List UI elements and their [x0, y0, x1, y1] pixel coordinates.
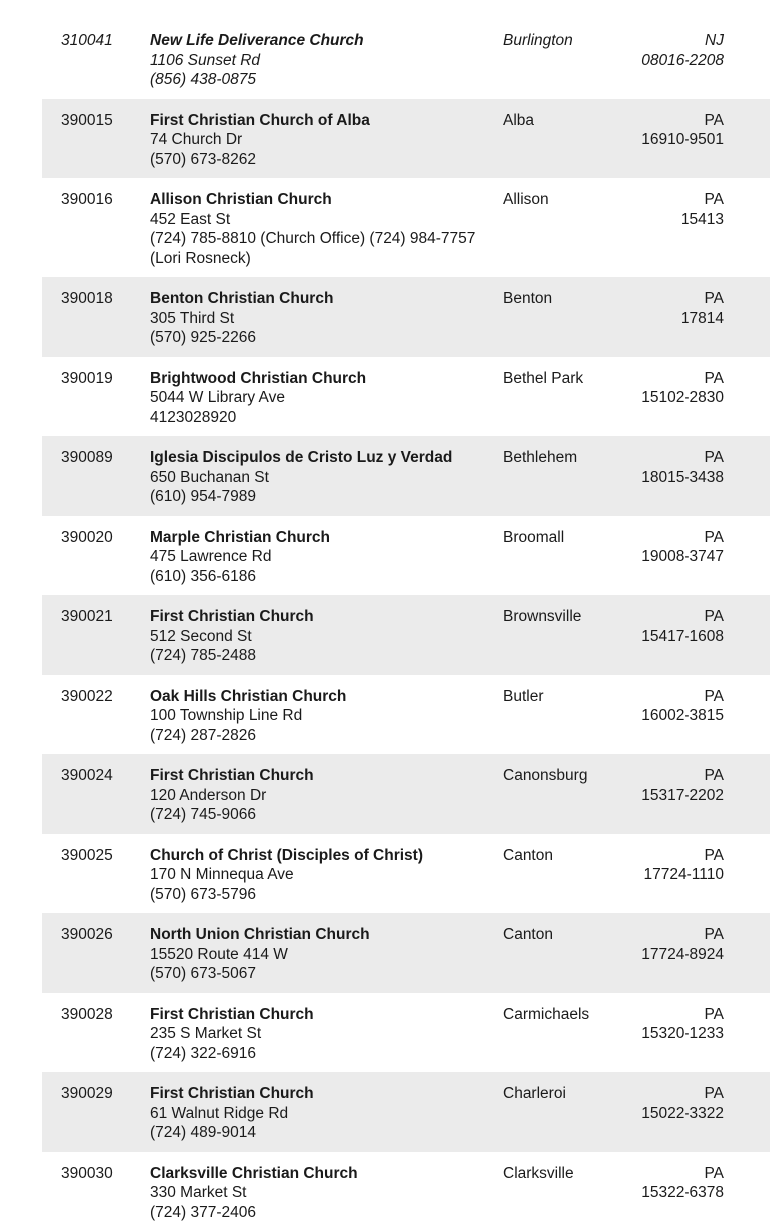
church-phone: (610) 954-7989 [150, 487, 490, 507]
church-state: PA [641, 369, 724, 389]
table-row [42, 1072, 770, 1152]
church-city: Canton [503, 846, 553, 866]
church-state: PA [641, 607, 724, 627]
table-row [42, 834, 770, 914]
church-zip: 16910-9501 [641, 130, 724, 150]
state-zip [641, 528, 724, 567]
church-zip: 16002-3815 [641, 706, 724, 726]
state-zip [641, 448, 724, 487]
church-info [150, 528, 490, 587]
church-state: PA [641, 766, 724, 786]
church-name: Brightwood Christian Church [150, 369, 490, 389]
church-city: Bethel Park [503, 369, 583, 389]
church-phone: (570) 673-5796 [150, 885, 490, 905]
church-id: 390021 [61, 607, 113, 627]
church-phone: (570) 925-2266 [150, 328, 490, 348]
church-city: Benton [503, 289, 552, 309]
church-info [150, 1084, 490, 1143]
state-zip [641, 766, 724, 805]
state-zip [641, 607, 724, 646]
church-id: 390026 [61, 925, 113, 945]
church-id: 310041 [61, 31, 113, 51]
table-row [42, 913, 770, 993]
church-id: 390028 [61, 1005, 113, 1025]
church-id: 390022 [61, 687, 113, 707]
church-info [150, 190, 490, 268]
church-id: 390024 [61, 766, 113, 786]
church-name: Church of Christ (Disciples of Christ) [150, 846, 490, 866]
church-info [150, 289, 490, 348]
church-zip: 15317-2202 [641, 786, 724, 806]
church-zip: 15102-2830 [641, 388, 724, 408]
church-city: Allison [503, 190, 549, 210]
table-row [42, 436, 770, 516]
table-row [42, 178, 770, 277]
church-address: 452 East St [150, 210, 490, 230]
church-phone: (724) 322-6916 [150, 1044, 490, 1064]
church-state: PA [644, 846, 724, 866]
state-zip [641, 1164, 724, 1203]
church-address: 100 Township Line Rd [150, 706, 490, 726]
church-id: 390016 [61, 190, 113, 210]
church-zip: 15022-3322 [641, 1104, 724, 1124]
church-zip: 17724-1110 [644, 865, 724, 885]
state-zip [641, 111, 724, 150]
state-zip [641, 31, 724, 70]
church-state: PA [641, 925, 724, 945]
church-zip: 15417-1608 [641, 627, 724, 647]
church-id: 390020 [61, 528, 113, 548]
church-address: 305 Third St [150, 309, 490, 329]
church-name: North Union Christian Church [150, 925, 490, 945]
table-row [42, 754, 770, 834]
table-row [42, 516, 770, 596]
church-phone: 4123028920 [150, 408, 490, 428]
church-phone: (570) 673-8262 [150, 150, 490, 170]
church-state: PA [681, 190, 724, 210]
church-state: NJ [641, 31, 724, 51]
church-city: Clarksville [503, 1164, 574, 1184]
church-name: Benton Christian Church [150, 289, 490, 309]
church-address: 5044 W Library Ave [150, 388, 490, 408]
church-info [150, 766, 490, 825]
church-city: Butler [503, 687, 544, 707]
church-zip: 08016-2208 [641, 51, 724, 71]
church-state: PA [681, 289, 724, 309]
church-info [150, 111, 490, 170]
church-info [150, 1005, 490, 1064]
church-city: Canton [503, 925, 553, 945]
church-info [150, 448, 490, 507]
church-state: PA [641, 687, 724, 707]
state-zip [644, 846, 724, 885]
church-phone: (610) 356-6186 [150, 567, 490, 587]
church-info [150, 31, 490, 90]
church-address: 475 Lawrence Rd [150, 547, 490, 567]
table-row [42, 993, 770, 1073]
church-phone: (856) 438-0875 [150, 70, 490, 90]
church-city: Charleroi [503, 1084, 566, 1104]
church-address: 74 Church Dr [150, 130, 490, 150]
state-zip [681, 190, 724, 229]
church-zip: 17814 [681, 309, 724, 329]
church-id: 390015 [61, 111, 113, 131]
church-id: 390029 [61, 1084, 113, 1104]
state-zip [641, 369, 724, 408]
church-zip: 15320-1233 [641, 1024, 724, 1044]
church-city: Carmichaels [503, 1005, 589, 1025]
church-zip: 17724-8924 [641, 945, 724, 965]
church-address: 330 Market St [150, 1183, 490, 1203]
church-address: 1106 Sunset Rd [150, 51, 490, 71]
church-phone: (724) 377-2406 [150, 1203, 490, 1223]
church-name: New Life Deliverance Church [150, 31, 490, 51]
church-state: PA [641, 448, 724, 468]
church-address: 15520 Route 414 W [150, 945, 490, 965]
church-name: Allison Christian Church [150, 190, 490, 210]
church-name: Iglesia Discipulos de Cristo Luz y Verdad [150, 448, 490, 468]
church-name: Oak Hills Christian Church [150, 687, 490, 707]
church-name: First Christian Church of Alba [150, 111, 490, 131]
state-zip [641, 687, 724, 726]
church-phone: (724) 785-8810 (Church Office) (724) 984-7757 (Lori Rosneck) [150, 229, 490, 268]
church-id: 390019 [61, 369, 113, 389]
church-zip: 15413 [681, 210, 724, 230]
state-zip [641, 1084, 724, 1123]
church-zip: 18015-3438 [641, 468, 724, 488]
church-info [150, 846, 490, 905]
church-phone: (570) 673-5067 [150, 964, 490, 984]
church-state: PA [641, 1164, 724, 1184]
church-phone: (724) 785-2488 [150, 646, 490, 666]
church-phone: (724) 287-2826 [150, 726, 490, 746]
church-directory-table [42, 19, 770, 1231]
table-row [42, 19, 770, 99]
church-id: 390089 [61, 448, 113, 468]
church-state: PA [641, 1005, 724, 1025]
church-info [150, 369, 490, 428]
church-city: Canonsburg [503, 766, 587, 786]
church-name: Clarksville Christian Church [150, 1164, 490, 1184]
church-state: PA [641, 1084, 724, 1104]
church-city: Burlington [503, 31, 573, 51]
table-row [42, 277, 770, 357]
table-row [42, 675, 770, 755]
church-zip: 19008-3747 [641, 547, 724, 567]
church-city: Brownsville [503, 607, 581, 627]
church-address: 61 Walnut Ridge Rd [150, 1104, 490, 1124]
church-info [150, 687, 490, 746]
church-address: 650 Buchanan St [150, 468, 490, 488]
church-address: 170 N Minnequa Ave [150, 865, 490, 885]
church-address: 512 Second St [150, 627, 490, 647]
church-name: First Christian Church [150, 607, 490, 627]
church-info [150, 925, 490, 984]
church-id: 390018 [61, 289, 113, 309]
church-city: Broomall [503, 528, 564, 548]
church-zip: 15322-6378 [641, 1183, 724, 1203]
state-zip [681, 289, 724, 328]
church-info [150, 607, 490, 666]
table-row [42, 1152, 770, 1231]
church-state: PA [641, 528, 724, 548]
church-id: 390030 [61, 1164, 113, 1184]
table-row [42, 357, 770, 437]
church-phone: (724) 489-9014 [150, 1123, 490, 1143]
table-row [42, 595, 770, 675]
church-name: First Christian Church [150, 1084, 490, 1104]
church-address: 235 S Market St [150, 1024, 490, 1044]
church-state: PA [641, 111, 724, 131]
state-zip [641, 925, 724, 964]
state-zip [641, 1005, 724, 1044]
table-row [42, 99, 770, 179]
church-id: 390025 [61, 846, 113, 866]
church-address: 120 Anderson Dr [150, 786, 490, 806]
church-name: Marple Christian Church [150, 528, 490, 548]
church-info [150, 1164, 490, 1223]
church-city: Alba [503, 111, 534, 131]
church-name: First Christian Church [150, 1005, 490, 1025]
church-phone: (724) 745-9066 [150, 805, 490, 825]
church-city: Bethlehem [503, 448, 577, 468]
church-name: First Christian Church [150, 766, 490, 786]
